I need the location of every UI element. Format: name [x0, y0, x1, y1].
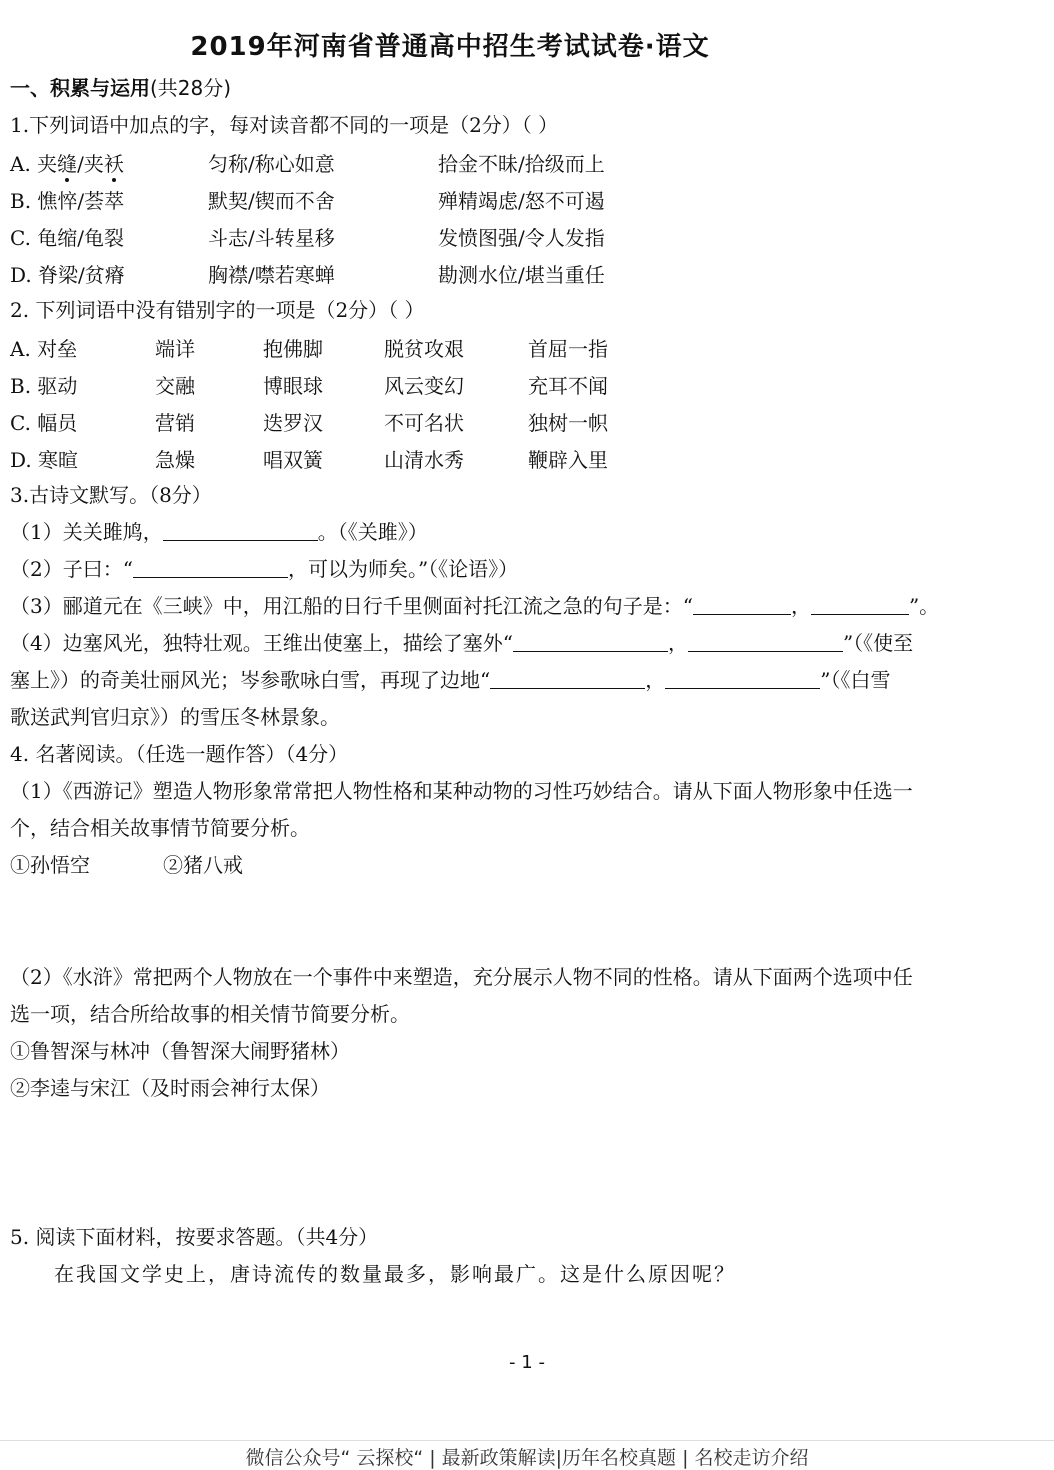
- text: ”（《使至: [842, 631, 914, 655]
- q5-material: 在我国文学史上，唐诗流传的数量最多，影响最广。这是什么原因呢？: [54, 1262, 736, 1286]
- q2-cell: 抱佛脚: [263, 337, 323, 361]
- q1-option-b-1: B. 憔悴/荟萃: [10, 189, 125, 213]
- text: （4）边塞风光，独特壮观。王维出使塞上，描绘了塞外“: [10, 631, 513, 655]
- answer-blank[interactable]: [133, 557, 288, 578]
- q1-option-d-1: D. 脊梁/贫瘠: [10, 263, 125, 287]
- q3-item-4-end: 歌送武判官归京》）的雪压冬林景象。: [10, 705, 340, 729]
- q4-stem: 4. 名著阅读。（任选一题作答）（4分）: [10, 742, 349, 766]
- text: （2）子曰：“: [10, 557, 133, 581]
- q2-cell: 独树一帜: [528, 411, 608, 435]
- q1-stem: 1.下列词语中加点的字，每对读音都不同的一项是（2分）（ ）: [10, 113, 559, 137]
- q2-cell: 急燥: [155, 448, 195, 472]
- q2-cell: 首屈一指: [528, 337, 608, 361]
- answer-blank[interactable]: [811, 594, 909, 615]
- q2-cell: 交融: [155, 374, 195, 398]
- page-title: 2019年河南省普通高中招生考试试卷·语文: [190, 32, 710, 62]
- q4-part1-line2: 个，结合相关故事情节简要分析。: [10, 816, 310, 840]
- answer-blank[interactable]: [688, 631, 843, 652]
- q2-stem: 2. 下列词语中没有错别字的一项是（2分）（ ）: [10, 298, 425, 322]
- q3-item-4: [10, 629, 913, 657]
- q3-item-2: [10, 555, 518, 583]
- q1-option-a-3: 拾金不昧/拾级而上: [438, 152, 605, 176]
- text: ，: [790, 594, 811, 618]
- q2-cell: 不可名状: [384, 411, 464, 435]
- q4-part2-line2: 选一项，结合所给故事的相关情节简要分析。: [10, 1002, 410, 1026]
- footer-text: 微信公众号“ 云探校“ | 最新政策解读|历年名校真题 | 名校走访介绍: [245, 1447, 809, 1469]
- section-title: 一、积累与运用: [10, 76, 150, 100]
- text: ”（《白雪: [820, 668, 891, 692]
- q2-cell: 鞭辟入里: [528, 448, 608, 472]
- q2-cell: B. 驱动: [10, 374, 78, 398]
- text: ，: [645, 668, 666, 692]
- footer-divider: [0, 1440, 1054, 1441]
- q3-stem: 3.古诗文默写。（8分）: [10, 483, 212, 507]
- text: ，: [667, 631, 688, 655]
- section-score: (共28分): [150, 76, 232, 100]
- q1-option-d-3: 勘测水位/堪当重任: [438, 263, 605, 287]
- q4-option-2: ②猪八戒: [163, 853, 243, 877]
- q2-cell: 充耳不闻: [528, 374, 608, 398]
- q1-option-c-1: C. 龟缩/龟裂: [10, 226, 125, 250]
- q2-cell: 脱贫攻艰: [384, 337, 464, 361]
- text: ”。: [908, 594, 940, 618]
- q2-cell: C. 幅员: [10, 411, 78, 435]
- q1-option-a-1: A. 夹缝/夹袄: [10, 152, 124, 176]
- q4-part1-line1: （1）《西游记》塑造人物形象常常把人物性格和某种动物的习性巧妙结合。请从下面人物形象中任选一: [10, 779, 913, 803]
- q1-option-d-2: 胸襟/噤若寒蝉: [208, 263, 335, 287]
- q3-item-4-cont: [10, 666, 890, 694]
- q2-cell: 山清水秀: [384, 448, 464, 472]
- q1-option-c-2: 斗志/斗转星移: [208, 226, 335, 250]
- page-number: - 1 -: [509, 1352, 545, 1373]
- q2-cell: 风云变幻: [384, 374, 464, 398]
- text: 塞上》）的奇美壮丽风光；岑参歌咏白雪，再现了边地“: [10, 668, 491, 692]
- text: 。（《关雎》）: [317, 520, 428, 544]
- q1-option-b-2: 默契/锲而不舍: [208, 189, 335, 213]
- section-heading: [10, 74, 231, 102]
- q1-option-b-3: 殚精竭虑/怒不可遏: [438, 189, 605, 213]
- answer-blank[interactable]: [513, 631, 668, 652]
- q1-option-c-3: 发愤图强/令人发指: [438, 226, 605, 250]
- q4-part2-option-2: ②李逵与宋江（及时雨会神行太保）: [10, 1076, 330, 1100]
- q2-cell: 迭罗汉: [263, 411, 323, 435]
- text: ，可以为师矣。”（《论语》）: [287, 557, 519, 581]
- q2-cell: 唱双簧: [263, 448, 323, 472]
- q4-part2-line1: （2）《水浒》常把两个人物放在一个事件中来塑造，充分展示人物不同的性格。请从下面两个选项中任: [10, 965, 913, 989]
- q2-cell: A. 对垒: [10, 337, 78, 361]
- answer-blank[interactable]: [693, 594, 791, 615]
- q4-part2-option-1: ①鲁智深与林冲（鲁智深大闹野猪林）: [10, 1039, 350, 1063]
- answer-blank[interactable]: [163, 520, 318, 541]
- text: （3）郦道元在《三峡》中，用江船的日行千里侧面衬托江流之急的句子是：“: [10, 594, 693, 618]
- q5-stem: 5. 阅读下面材料，按要求答题。（共4分）: [10, 1225, 379, 1249]
- q2-cell: D. 寒暄: [10, 448, 79, 472]
- answer-blank[interactable]: [490, 668, 645, 689]
- q2-cell: 营销: [155, 411, 195, 435]
- q2-cell: 博眼球: [263, 374, 323, 398]
- q1-option-a-2: 匀称/称心如意: [208, 152, 335, 176]
- q2-cell: 端详: [155, 337, 195, 361]
- text: （1）关关雎鸠，: [10, 520, 163, 544]
- q3-item-3: [10, 592, 939, 620]
- answer-blank[interactable]: [665, 668, 820, 689]
- q4-option-1: ①孙悟空: [10, 853, 90, 877]
- q3-item-1: [10, 518, 428, 546]
